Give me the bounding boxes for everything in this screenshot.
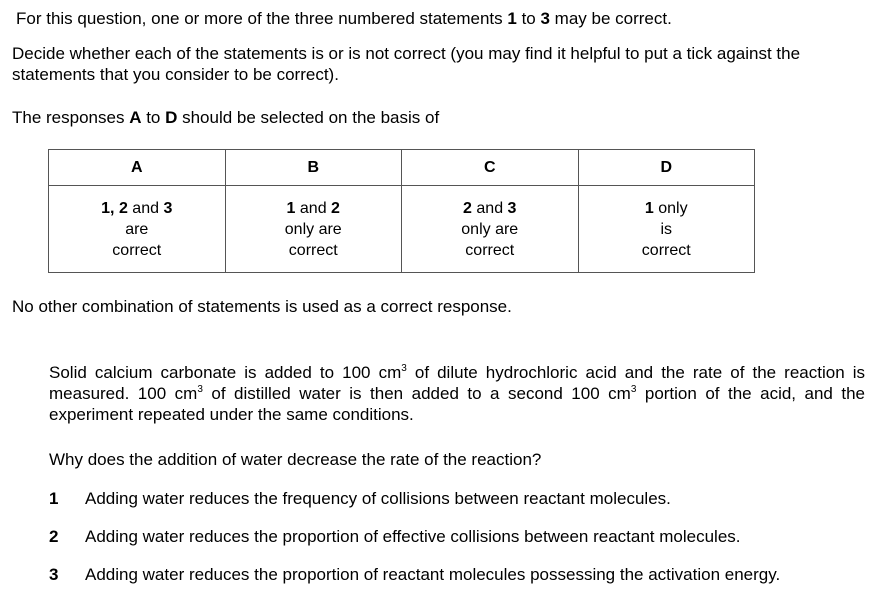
statement-text: Adding water reduces the frequency of collisions between reactant molecules. (85, 489, 671, 508)
cell-text: and (127, 200, 164, 217)
instruction-line-1 (16, 8, 672, 29)
instruction-text: to (141, 108, 166, 127)
cell-text: correct (112, 242, 162, 259)
cell-c (402, 186, 579, 273)
cell-text: correct (641, 242, 691, 259)
cell-number: 2 (463, 200, 472, 217)
stem-text: portion of the acid, and the experiment repeated under the same conditions. (49, 384, 865, 424)
cell-a (49, 186, 226, 273)
statement-3 (49, 564, 780, 585)
header-a: A (49, 150, 226, 186)
instruction-text: For this question, one or more of the three numbered statements (16, 9, 508, 28)
response-letter: D (165, 108, 178, 127)
cell-number: 1, 2 (101, 200, 128, 217)
cell-b (225, 186, 402, 273)
statement-number: 3 (49, 565, 59, 584)
table-row (49, 186, 755, 273)
superscript: 3 (630, 384, 637, 395)
question-stem (49, 362, 865, 425)
cell-text: and (471, 200, 508, 217)
cell-d (578, 186, 755, 273)
cell-text: are (125, 221, 149, 238)
superscript: 3 (401, 363, 407, 374)
cell-text: only are (284, 221, 342, 238)
cell-number: 1 (644, 200, 654, 217)
instruction-text: may be correct. (549, 9, 672, 28)
cell-text: is (660, 221, 673, 238)
statement-number: 2 (49, 527, 59, 546)
statement-text: Adding water reduces the proportion of effective collisions between reactant molecules. (85, 527, 741, 546)
header-d: D (578, 150, 755, 186)
question-prompt: Why does the addition of water decrease the rate of the reaction? (49, 450, 542, 469)
response-key-table (48, 149, 755, 273)
header-c: C (402, 150, 579, 186)
statement-number: 3 (540, 9, 550, 28)
response-letter: A (129, 108, 142, 127)
stem-text: of dilute hydrochloric acid and the rate of the reaction is measured. 100 cm (49, 363, 865, 403)
instruction-text: should be selected on the basis of (177, 108, 440, 127)
statement-text: Adding water reduces the proportion of reactant molecules possessing the activation energy. (85, 565, 781, 584)
statement-number: 1 (507, 9, 517, 28)
statement-number: 1 (49, 489, 59, 508)
footer-note: No other combination of statements is used as a correct response. (12, 297, 512, 316)
cell-text: only are (461, 221, 519, 238)
table-header-row (49, 150, 755, 186)
superscript: 3 (197, 384, 203, 395)
cell-text: correct (465, 242, 515, 259)
cell-number: 3 (163, 200, 173, 217)
header-b: B (225, 150, 402, 186)
cell-text: and (295, 200, 332, 217)
instruction-line-2: Decide whether each of the statements is or is not correct (you may find it helpful to put a tick against the statements that you consider to be correct). (12, 44, 801, 84)
stem-text: Solid calcium carbonate is added to 100 cm (49, 363, 402, 382)
cell-text: correct (288, 242, 338, 259)
statement-2 (49, 526, 741, 547)
instruction-line-3 (12, 107, 439, 128)
statement-1 (49, 488, 671, 509)
cell-number: 1 (286, 200, 296, 217)
instruction-text: to (516, 9, 541, 28)
instruction-text: The responses (12, 108, 130, 127)
cell-text: only (653, 200, 688, 217)
stem-text: of distilled water is then added to a second 100 cm (202, 384, 631, 403)
cell-number: 3 (507, 200, 517, 217)
cell-number: 2 (331, 200, 340, 217)
